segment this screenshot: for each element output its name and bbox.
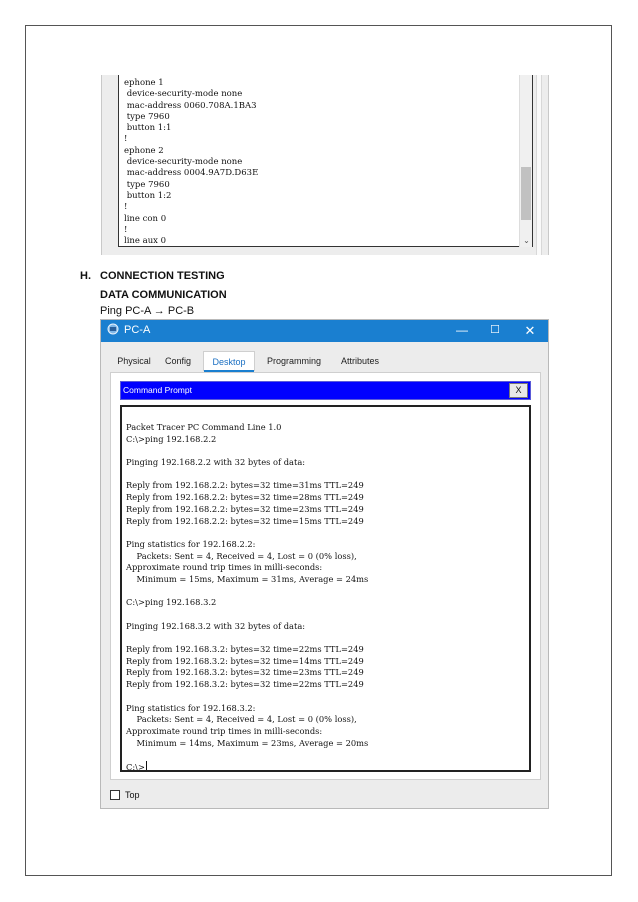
terminal-line — [126, 574, 368, 586]
config-line: ephone 1 — [124, 78, 164, 88]
terminal-line-text: Packets: Sent = 4, Received = 4, Lost = 0 (0% loss), — [126, 714, 357, 725]
terminal-line-text: Pinging 192.168.3.2 with 32 bytes of data: — [126, 620, 306, 631]
terminal-line — [126, 445, 368, 457]
terminal-line-text: Packet Tracer PC Command Line 1.0 — [126, 422, 282, 432]
top-checkbox-label: Top — [125, 790, 140, 800]
config-line: device-security-mode none — [124, 89, 243, 100]
terminal-line — [126, 749, 368, 761]
terminal-line — [126, 527, 368, 539]
terminal-line-text: Reply from 192.168.3.2: bytes=32 time=22ms TTL=249 — [126, 679, 364, 690]
config-line: ephone 2 — [124, 145, 164, 156]
config-text — [124, 78, 258, 247]
tab-programming[interactable]: Programming — [266, 356, 322, 366]
terminal-line — [126, 504, 368, 516]
terminal-line — [126, 667, 368, 679]
config-line: ! — [124, 202, 128, 213]
terminal-line — [126, 656, 368, 668]
maximize-icon[interactable]: ☐ — [490, 324, 500, 336]
terminal-line-text: Approximate round trip times in milli-seconds: — [126, 725, 323, 736]
terminal-line — [126, 586, 368, 598]
terminal-line-text: C:\> — [126, 761, 145, 772]
terminal-line-text: Ping statistics for 192.168.2.2: — [126, 538, 256, 549]
minimize-icon[interactable]: — — [456, 323, 468, 337]
config-line: line con 0 — [124, 213, 167, 224]
terminal-line — [126, 516, 368, 528]
config-scroll-thumb[interactable] — [521, 167, 531, 220]
config-text-area[interactable] — [118, 75, 533, 247]
section-heading — [80, 270, 225, 282]
terminal-line-text: Packets: Sent = 4, Received = 4, Lost = 0 (0% loss), — [126, 550, 357, 561]
terminal-line-text: Reply from 192.168.2.2: bytes=32 time=28ms TTL=249 — [126, 492, 364, 503]
config-line: device-security-mode none — [124, 157, 243, 168]
pc-icon — [107, 323, 120, 338]
terminal-output — [126, 422, 368, 772]
config-line: ! — [124, 134, 128, 145]
terminal-line-text: Pinging 192.168.2.2 with 32 bytes of data: — [126, 457, 306, 468]
section-title: CONNECTION TESTING — [100, 270, 225, 282]
terminal-line-text: Reply from 192.168.3.2: bytes=32 time=14ms TTL=249 — [126, 655, 364, 666]
terminal-line — [126, 539, 368, 551]
terminal-line-text: Ping statistics for 192.168.3.2: — [126, 702, 256, 713]
config-line: mac-address 0060.708A.1BA3 — [124, 100, 257, 111]
section-subtitle: DATA COMMUNICATION — [100, 289, 227, 301]
terminal-line-text: Reply from 192.168.3.2: bytes=32 time=23ms TTL=249 — [126, 667, 364, 678]
terminal-line — [126, 469, 368, 481]
terminal-line — [126, 551, 368, 563]
config-line: ! — [124, 224, 128, 235]
terminal-line — [126, 761, 368, 772]
terminal-line — [126, 597, 368, 609]
terminal-line-text: Reply from 192.168.3.2: bytes=32 time=22ms TTL=249 — [126, 644, 364, 655]
section-number: H. — [80, 270, 91, 282]
terminal-line — [126, 632, 368, 644]
config-line: line aux 0 — [124, 236, 167, 247]
pc-a-window — [100, 319, 549, 809]
config-screenshot — [101, 75, 549, 255]
terminal-line — [126, 434, 368, 446]
terminal-line — [126, 480, 368, 492]
scroll-down-icon[interactable]: ⌄ — [523, 236, 530, 245]
terminal-line — [126, 562, 368, 574]
tab-desktop[interactable]: Desktop — [203, 351, 255, 371]
top-checkbox[interactable] — [110, 790, 120, 800]
title-bar[interactable] — [101, 320, 548, 342]
terminal-line-text: Reply from 192.168.2.2: bytes=32 time=31ms TTL=249 — [126, 480, 364, 491]
terminal-line — [126, 609, 368, 621]
command-prompt-close-button[interactable]: X — [509, 383, 528, 398]
terminal-line — [126, 726, 368, 738]
command-prompt-title: Command Prompt — [123, 385, 192, 395]
tab-bar — [110, 351, 542, 371]
tab-config[interactable]: Config — [164, 356, 191, 366]
terminal-line — [126, 691, 368, 703]
text-cursor — [146, 761, 147, 771]
terminal-line — [126, 644, 368, 656]
terminal-line — [126, 422, 368, 434]
config-line: button 1:2 — [124, 190, 172, 201]
terminal-line — [126, 703, 368, 715]
close-icon[interactable]: ✕ — [524, 323, 536, 338]
tab-attributes[interactable]: Attributes — [340, 356, 380, 366]
terminal-line-text: C:\>ping 192.168.2.2 — [126, 433, 217, 444]
terminal-line-text: C:\>ping 192.168.3.2 — [126, 597, 217, 608]
desktop-panel — [110, 372, 541, 780]
config-line: type 7960 — [124, 179, 170, 190]
config-line: button 1:1 — [124, 123, 172, 134]
config-line: type 7960 — [124, 111, 170, 122]
command-prompt-titlebar — [120, 381, 531, 400]
terminal-line-text: Minimum = 14ms, Maximum = 23ms, Average = 20ms — [126, 737, 369, 748]
command-prompt-terminal[interactable] — [120, 405, 531, 772]
terminal-line — [126, 738, 368, 750]
terminal-line — [126, 621, 368, 633]
tab-physical[interactable]: Physical — [117, 356, 151, 366]
config-scrollbar[interactable] — [519, 75, 532, 247]
terminal-line-text: Approximate round trip times in milli-seconds: — [126, 562, 323, 573]
terminal-line-text: Reply from 192.168.2.2: bytes=32 time=23ms TTL=249 — [126, 503, 364, 514]
terminal-line — [126, 714, 368, 726]
terminal-line — [126, 492, 368, 504]
terminal-line — [126, 457, 368, 469]
window-title: PC-A — [124, 324, 151, 336]
config-line: mac-address 0004.9A7D.D63E — [124, 168, 259, 179]
terminal-line-text: Reply from 192.168.2.2: bytes=32 time=15ms TTL=249 — [126, 515, 364, 526]
terminal-line-text: Minimum = 15ms, Maximum = 31ms, Average = 24ms — [126, 573, 369, 584]
terminal-line — [126, 679, 368, 691]
config-side-strip — [536, 75, 542, 255]
ping-title: Ping PC-A → PC-B — [100, 305, 195, 317]
